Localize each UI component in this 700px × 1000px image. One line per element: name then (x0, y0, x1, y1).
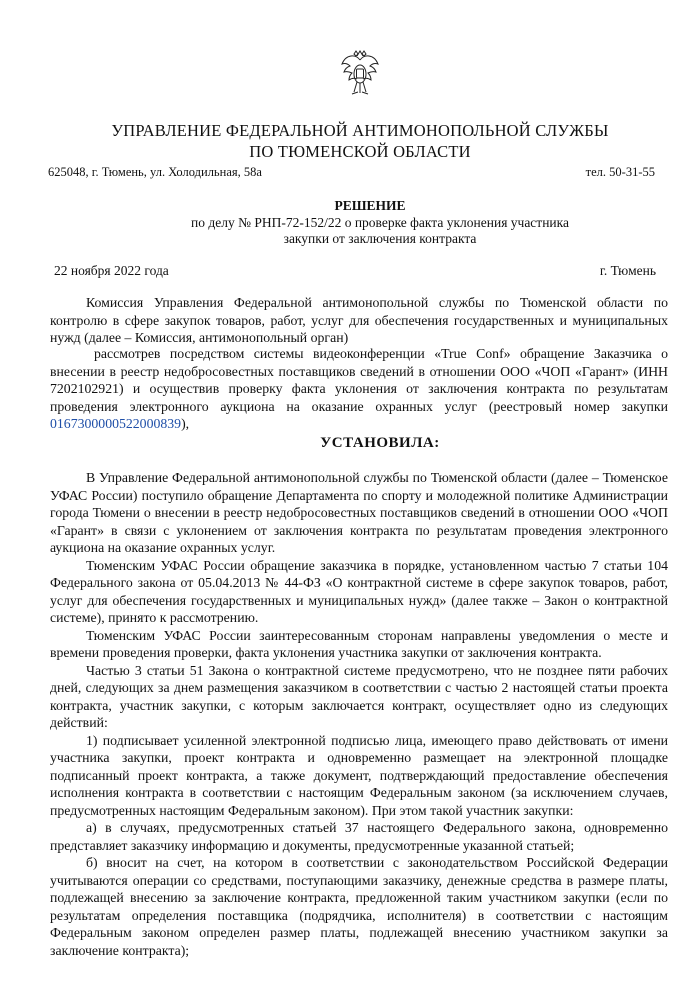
decision-title: РЕШЕНИЕ (334, 198, 406, 213)
org-phone: тел. 50-31-55 (585, 165, 655, 179)
coat-of-arms-icon (340, 50, 380, 100)
paragraph: Тюменским УФАС России заинтересованным сторонам направлены уведомления о месте и времени проведения проверки, факта уклонения участника закупки от заключения контракта. (50, 627, 668, 660)
paragraph: а) в случаях, предусмотренных статьей 37 настоящего Федерального закона, одновременно представляет заказчику информацию и документы, предусмотренные указанной статьей; (50, 820, 668, 853)
procurement-number-link[interactable]: 0167300000522000839 (50, 416, 182, 431)
decision-date: 22 ноября 2022 года (54, 263, 169, 278)
intro-paragraph-2 (50, 345, 668, 433)
paragraph: Частью 3 статьи 51 Закона о контрактной системе предусмотрено, что не позднее пяти рабочих дней, следующих за днем размещения заказчиком в соответствии с частью 2 настоящей статьи проекта контракта, участник закупки, с которым заключается контракт, осуществляет одно из следующих действий: (50, 662, 668, 730)
intro-paragraph-2-end: ), (181, 416, 190, 431)
decision-city: г. Тюмень (599, 263, 656, 278)
org-name-line1: УПРАВЛЕНИЕ ФЕДЕРАЛЬНОЙ АНТИМОНОПОЛЬНОЙ СЛУЖБЫ (111, 121, 609, 140)
paragraph: б) вносит на счет, на котором в соответствии с законодательством Российской Федерации учитываются операции со средствами, поступающими заказчику, денежные средства в размере платы, подлежащей внесению за заключение контракта, предложенной таким участником закупки (если по результатам определения поставщика (подрядчика, исполнителя) в соответствии с настоящим Федеральным законом определен размер платы, подлежащей внесению участником закупки за заключение контракта); (50, 855, 668, 958)
paragraph: Тюменским УФАС России обращение заказчика в порядке, установленном частью 7 статьи 104 Федерального закона от 05.04.2013 № 44-ФЗ «О контрактной системе в сфере закупок товаров, работ, услуг для обеспечения государственных и муниципальных нужд» (далее также – Закон о контрактной системе), принято к рассмотрению. (50, 557, 668, 625)
org-name-line2: ПО ТЮМЕНСКОЙ ОБЛАСТИ (249, 142, 471, 161)
intro-commission (50, 294, 668, 347)
org-address: 625048, г. Тюмень, ул. Холодильная, 58а (48, 165, 262, 179)
decision-subtitle-line1: по делу № РНП-72-152/22 о проверке факта уклонения участника (191, 215, 569, 230)
section-heading: УСТАНОВИЛА: (320, 435, 440, 451)
paragraph: 1) подписывает усиленной электронной подписью лица, имеющего право действовать от имени участника закупки, проект контракта и одновременно размещает на электронной площадке подписанный проект контракта, а также документ, подтверждающий предоставление обеспечения исполнения контракта в соответствии с настоящим Федеральным законом (за исключением случаев, предусмотренных настоящим Федеральным законом). При этом такой участник закупки: (50, 732, 668, 818)
intro-review (50, 345, 668, 433)
decision-subtitle-line2: закупки от заключения контракта (283, 231, 477, 246)
paragraph: В Управление Федеральной антимонопольной службы по Тюменской области (далее – Тюменское УФАС России) поступило обращение Департамента по спорту и молодежной политике Администрации города Тюмени о внесении в реестр недобросовестных поставщиков сведений в отношении ООО «ЧОП «Гарант» в связи с уклонением от заключения контракта по результатам проведения электронного аукциона на оказание охранных услуг. (50, 470, 668, 555)
intro-paragraph-2-text: рассмотрев посредством системы видеоконференции «True Conf» обращение Заказчика о внесении в реестр недобросовестных поставщиков сведений в отношении ООО «ЧОП «Гарант» (ИНН 7202102921) и осуществив проверку факта уклонения от заключения контракта по результатам проведения электронного аукциона на оказание охранных услуг (реестровый номер закупки (50, 346, 668, 414)
findings-body (50, 469, 668, 959)
intro-paragraph-1: Комиссия Управления Федеральной антимонопольной службы по Тюменской области по контролю в сфере закупок товаров, работ, услуг для обеспечения государственных и муниципальных нужд (далее – Комиссия, антимонопольный орган) (50, 295, 668, 345)
